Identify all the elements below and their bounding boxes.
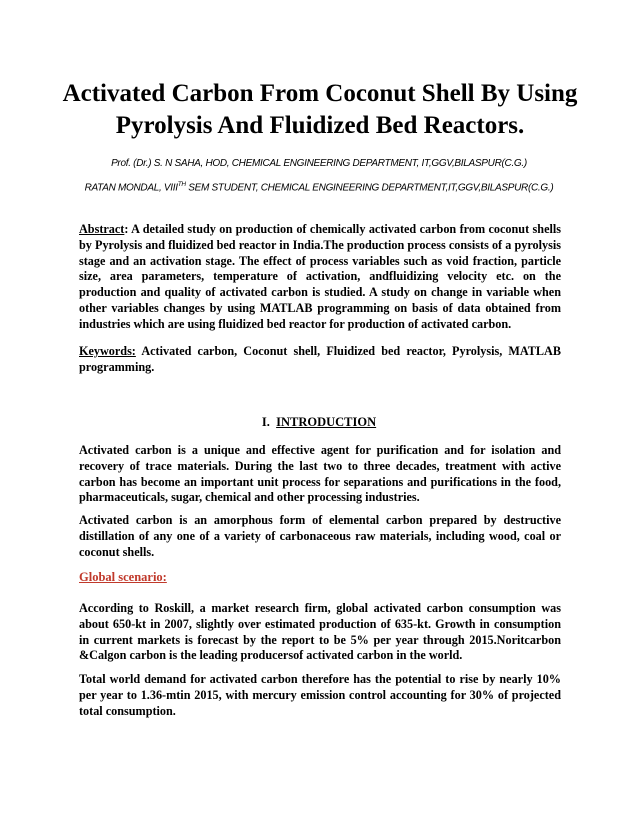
author-2-name: RATAN MONDAL, VIII [84, 182, 178, 194]
intro-paragraph-2: Activated carbon is an amorphous form of elemental carbon prepared by destructive distillation of any one of a variety of carbonaceous raw materials, including wood, coal or coconut shells. [79, 513, 561, 559]
section-heading-introduction [0, 415, 638, 430]
author-line-1: Prof. (Dr.) S. N SAHA, HOD, CHEMICAL ENGINEERING DEPARTMENT, IT,GGV,BILASPUR(C.G.) [111, 158, 527, 169]
intro-paragraph-1: Activated carbon is a unique and effective agent for purification and for isolation and recovery of trace materials. During the last two to three decades, treatment with active carbon has become an important unit process for separations and purifications in the food, pharmaceuticals, sugar, chemical and other processing industries. [79, 443, 561, 505]
global-paragraph-1: According to Roskill, a market research firm, global activated carbon consumption was about 650-kt in 2007, slightly over estimated production of 635-kt. Growth in consumption in current markets is forecast by the report to be 5% per year through 2015.Noritcarbon &Calgon carbon is the leading producersof activated carbon in the world. [79, 601, 561, 663]
keywords-paragraph [79, 344, 561, 376]
author-2-ordinal-suffix: TH [177, 181, 186, 188]
abstract-paragraph [79, 222, 561, 333]
keywords-text: Activated carbon, Coconut shell, Fluidized bed reactor, Pyrolysis, MATLAB programming. [79, 344, 561, 374]
author-line-2 [0, 181, 638, 193]
abstract-label: Abstract [79, 222, 125, 236]
abstract-text: : A detailed study on production of chemically activated carbon from coconut shells by Pyrolysis and fluidized bed reactor in India.The production process consists of a pyrolysis stage and an activation stage. The effect of process variables such as void fraction, particle size, area parameters, temperature of activation, andfluidizing velocity etc. on the production and quality of activated carbon is studied. A study on change in variable when other variables changes by using MATLAB programming on basis of data obtained from industries which are using fluidized bed reactor for production of activated carbon. [79, 222, 561, 331]
author-2-affiliation: SEM STUDENT, CHEMICAL ENGINEERING DEPARTMENT,IT,GGV,BILASPUR(C.G.) [185, 182, 554, 194]
paper-title: Activated Carbon From Coconut Shell By Using Pyrolysis And Fluidized Bed Reactors. [62, 80, 578, 139]
section-number: I. [261, 415, 270, 429]
section-title: INTRODUCTION [276, 415, 377, 429]
global-paragraph-2: Total world demand for activated carbon therefore has the potential to rise by nearly 10% per year to 1.36-mtin 2015, with mercury emission control accounting for 30% of projected total consumption. [79, 672, 561, 718]
keywords-label: Keywords: [79, 344, 136, 358]
subsection-heading-global-scenario: Global scenario: [79, 570, 167, 584]
